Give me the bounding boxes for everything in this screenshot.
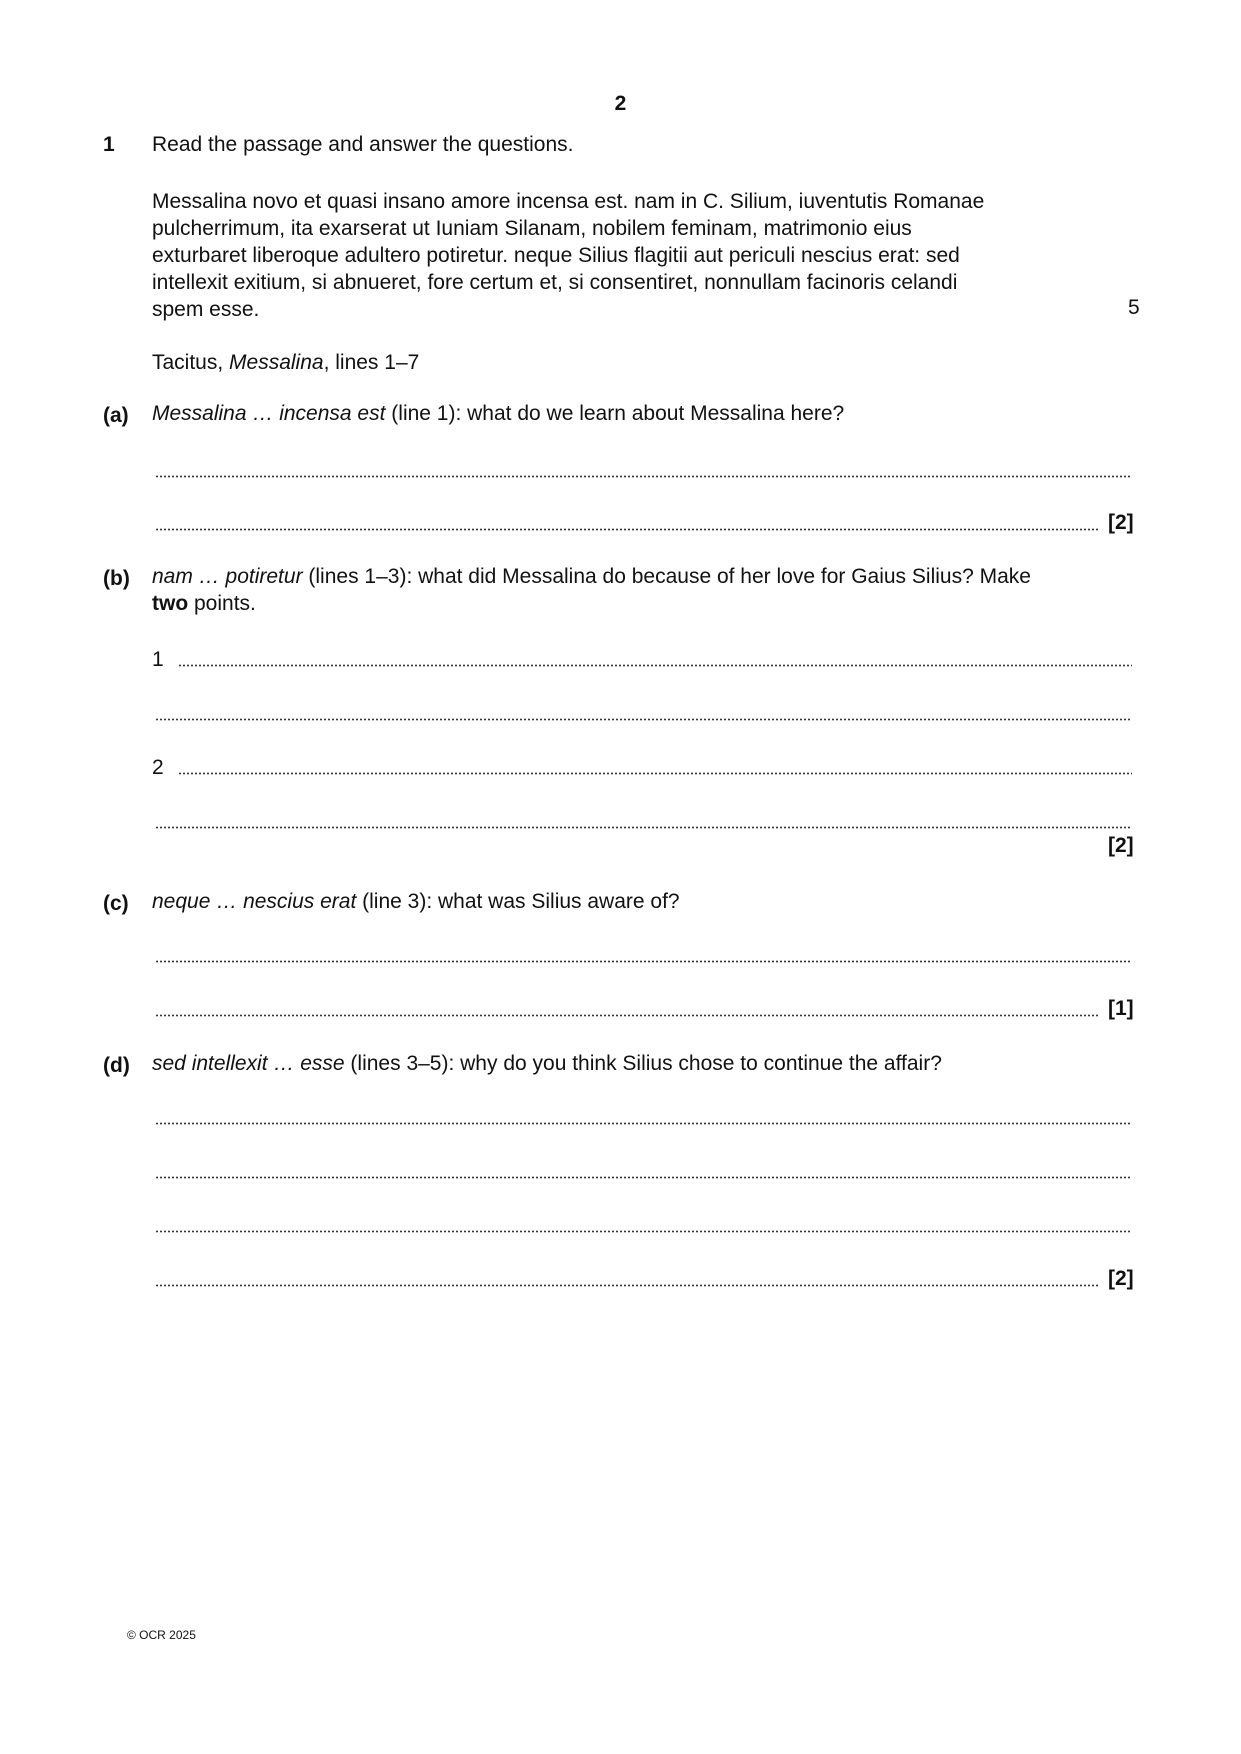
passage-line: Messalina novo et quasi insano amore incensa est. nam in C. Silium, iuventutis Romanae [152,190,985,213]
part-a-label: (a) [103,404,129,427]
answer-line[interactable] [155,1284,1100,1287]
question-intro: Read the passage and answer the questions. [152,133,574,156]
source-work: Messalina [229,351,324,374]
part-d-quote: sed intellexit … esse [152,1052,345,1075]
answer-number-1: 1 [152,648,164,671]
answer-number-2: 2 [152,756,164,779]
part-c-mark: [1] [1108,997,1134,1020]
answer-line[interactable] [155,1014,1100,1017]
part-a-question: (line 1): what do we learn about Messalina here? [385,402,845,425]
answer-line[interactable] [155,528,1100,531]
part-b-label: (b) [103,567,130,590]
part-b-question-cont: points. [188,592,256,615]
answer-line[interactable] [155,826,1132,829]
part-c-prompt [152,888,1142,915]
part-b-quote: nam … potiretur [152,565,303,588]
passage-line: intellexit exitium, si abnueret, fore certum et, si consentiret, nonnullam facinoris celandi [152,271,958,294]
part-d-prompt [152,1050,1142,1077]
part-b-prompt [152,563,1142,617]
answer-line[interactable] [155,960,1132,963]
passage-line: exturbaret liberoque adultero potiretur. neque Silius flagitii aut periculi nescius erat: sed [152,244,960,267]
latin-passage [152,188,1092,323]
question-number: 1 [103,133,115,156]
part-a-mark: [2] [1108,511,1134,534]
part-c-question: (line 3): what was Silius aware of? [356,890,680,913]
part-d-label: (d) [103,1054,130,1077]
answer-line[interactable] [155,1230,1132,1233]
part-c-quote: neque … nescius erat [152,890,357,913]
answer-line[interactable] [155,1122,1132,1125]
answer-line[interactable] [155,718,1132,721]
passage-source [152,351,419,375]
part-c-label: (c) [103,892,129,915]
line-marker: 5 [1128,296,1140,319]
page-number: 2 [614,92,627,115]
answer-line[interactable] [155,475,1132,478]
part-b-emphasis: two [152,592,189,615]
passage-line: pulcherrimum, ita exarserat ut Iuniam Silanam, nobilem feminam, matrimonio eius [152,217,912,240]
part-a-prompt [152,400,1142,427]
passage-line: spem esse. [152,298,260,321]
part-b-mark: [2] [1108,834,1134,857]
answer-line[interactable] [178,772,1132,775]
part-d-question: (lines 3–5): why do you think Silius chose to continue the affair? [344,1052,942,1075]
answer-line[interactable] [155,1176,1132,1179]
source-author: Tacitus, [152,351,230,374]
part-a-quote: Messalina … incensa est [152,402,386,425]
part-b-question: (lines 1–3): what did Messalina do because of her love for Gaius Silius? Make [302,565,1031,588]
answer-line[interactable] [178,664,1132,667]
source-lines: , lines 1–7 [323,351,420,374]
part-d-mark: [2] [1108,1267,1134,1290]
copyright-footer: © OCR 2025 [127,1628,196,1642]
